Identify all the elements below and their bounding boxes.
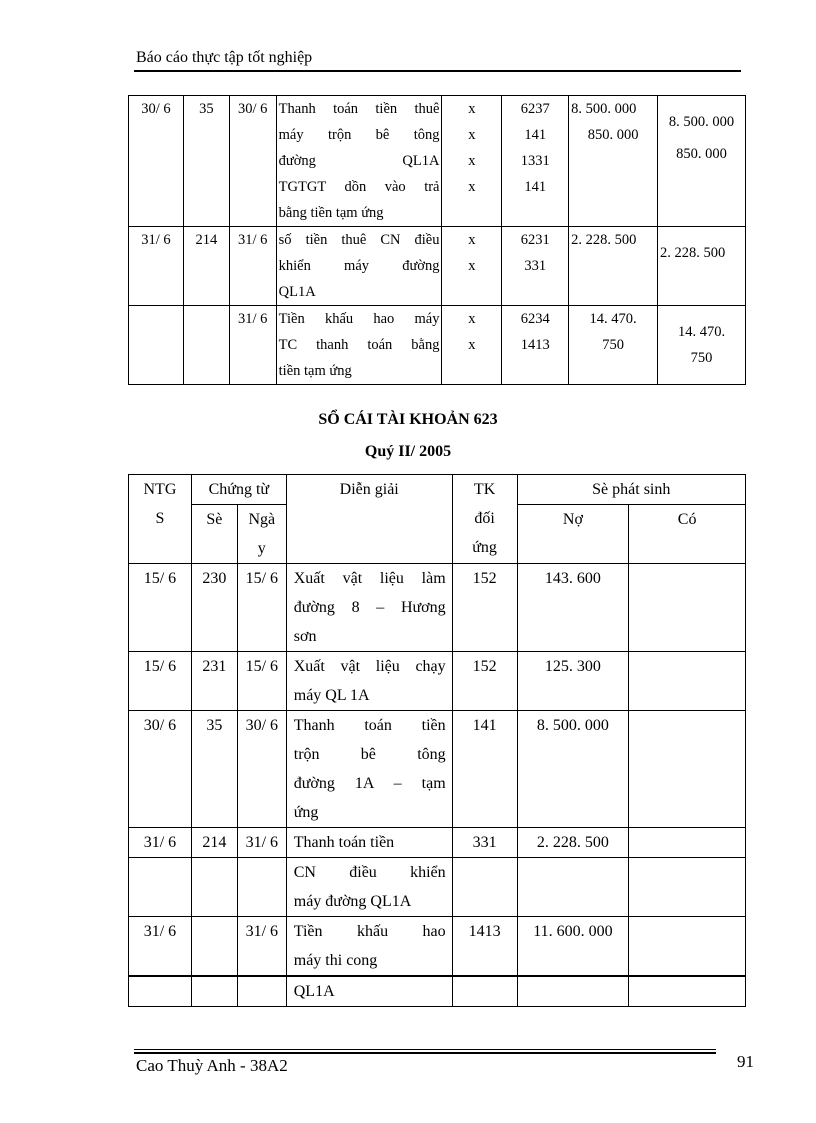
debit-cell	[569, 306, 658, 385]
ntgs-cell: 31/ 6	[129, 828, 192, 858]
header-text: ứng	[472, 539, 497, 556]
x-cell	[442, 96, 502, 227]
description-cell	[286, 828, 452, 858]
desc-line: số tiền thuê CN điều	[278, 232, 440, 248]
ledger-row	[129, 828, 746, 858]
description-cell	[286, 858, 452, 917]
x-cell	[442, 306, 502, 385]
footer-rule	[134, 1049, 716, 1050]
account-cell	[502, 96, 569, 227]
account-code: 141	[524, 179, 547, 195]
desc-line: QL1A	[278, 284, 316, 300]
x-mark: x	[468, 153, 476, 169]
ledger-row	[129, 976, 746, 1007]
ngay-cell: 30/ 6	[229, 96, 276, 227]
credit-amount: 14. 470.	[677, 324, 726, 340]
journal-table-continued	[128, 95, 746, 385]
credit-cell	[658, 96, 746, 227]
desc-line: đường 1A – tạm	[293, 775, 446, 792]
desc-line: bằng tiền tạm ứng	[278, 205, 384, 221]
ledger-subtitle: Quý II/ 2005	[364, 443, 452, 460]
so-cell	[191, 976, 237, 1007]
account-cell: 141	[452, 711, 517, 828]
description-cell	[276, 227, 442, 306]
account-code: 6234	[520, 311, 550, 327]
so-cell: 231	[191, 652, 237, 711]
desc-line: Xuất vật liệu chạy	[293, 658, 446, 675]
desc-line: Xuất vật liệu làm	[293, 570, 446, 587]
ledger-row	[129, 652, 746, 711]
desc-line: QL1A	[293, 983, 335, 1000]
header-text: y	[257, 540, 266, 557]
so-cell: 35	[191, 711, 237, 828]
account-code: 1413	[520, 337, 550, 353]
description-cell	[276, 306, 442, 385]
journal-row	[129, 96, 746, 227]
ngay-cell	[237, 858, 286, 917]
desc-line: Thanh toán tiền thuê	[278, 101, 440, 117]
account-cell: 1413	[452, 917, 517, 977]
ntgs-cell: 30/ 6	[129, 96, 184, 227]
account-code: 6231	[520, 232, 550, 248]
desc-line: ứng	[293, 804, 319, 821]
ntgs-cell: 31/ 6	[129, 917, 192, 977]
page-header-title: Báo cáo thực tập tốt nghiệp	[136, 49, 313, 66]
x-mark: x	[468, 179, 476, 195]
header-so: Sè	[191, 505, 237, 564]
desc-line: Thanh toán tiền	[293, 834, 395, 851]
x-mark: x	[468, 232, 476, 248]
ngay-cell: 31/ 6	[237, 917, 286, 977]
ngay-cell: 30/ 6	[237, 711, 286, 828]
desc-line: máy QL 1A	[293, 687, 370, 704]
debit-amount: 8. 500. 000	[571, 101, 637, 117]
so-cell: 35	[183, 96, 229, 227]
account-code: 6237	[520, 101, 550, 117]
credit-cell	[629, 976, 746, 1007]
x-mark: x	[468, 337, 476, 353]
desc-line: khiển máy đường	[278, 258, 440, 274]
debit-cell: 11. 600. 000	[517, 917, 629, 977]
header-text: đối	[474, 510, 495, 527]
desc-line: CN điều khiển	[293, 864, 446, 881]
ntgs-cell: 31/ 6	[129, 227, 184, 306]
debit-cell	[569, 96, 658, 227]
desc-line: Tiền khấu hao	[293, 923, 446, 940]
credit-cell	[658, 306, 746, 385]
description-cell	[286, 564, 452, 652]
account-code: 331	[524, 258, 547, 274]
header-text: TK	[473, 481, 496, 498]
description-cell	[286, 652, 452, 711]
so-cell	[191, 917, 237, 977]
credit-cell	[629, 652, 746, 711]
ledger-table	[128, 474, 746, 1007]
description-cell	[286, 917, 452, 977]
debit-cell: 143. 600	[517, 564, 629, 652]
credit-cell	[629, 564, 746, 652]
desc-line: Tiền khấu hao máy	[278, 311, 440, 327]
so-cell: 230	[191, 564, 237, 652]
header-ngay	[237, 505, 286, 564]
header-diengiai: Diễn giải	[286, 475, 452, 564]
desc-line: TGTGT dồn vào trả	[278, 179, 440, 195]
footer-rule	[134, 1052, 716, 1054]
ntgs-cell	[129, 306, 184, 385]
account-cell: 152	[452, 652, 517, 711]
header-phatsinh: Sè phát sinh	[517, 475, 745, 505]
desc-line: máy thi cong	[293, 952, 378, 969]
ledger-row	[129, 917, 746, 977]
desc-line: trộn bê tông	[293, 746, 446, 763]
credit-cell	[629, 828, 746, 858]
account-code: 1331	[520, 153, 550, 169]
ntgs-cell	[129, 976, 192, 1007]
desc-line: tiền tạm ứng	[278, 363, 352, 379]
header-tk	[452, 475, 517, 564]
ledger-title: SỔ CÁI TÀI KHOẢN 623	[318, 411, 498, 428]
desc-line: máy trộn bê tông	[278, 127, 440, 143]
debit-cell	[569, 227, 658, 306]
journal-row	[129, 227, 746, 306]
credit-amount: 850. 000	[676, 146, 727, 162]
debit-cell	[517, 858, 629, 917]
ledger-row	[129, 858, 746, 917]
so-cell: 214	[183, 227, 229, 306]
x-mark: x	[468, 311, 476, 327]
account-cell	[452, 858, 517, 917]
account-code: 141	[524, 127, 547, 143]
header-co: Có	[629, 505, 746, 564]
so-cell	[183, 306, 229, 385]
desc-line: TC thanh toán bằng	[278, 337, 440, 353]
credit-amount: 2. 228. 500	[660, 245, 726, 261]
ngay-cell: 31/ 6	[229, 227, 276, 306]
description-cell	[276, 96, 442, 227]
x-mark: x	[468, 101, 476, 117]
account-cell	[502, 227, 569, 306]
x-cell	[442, 227, 502, 306]
description-cell	[286, 976, 452, 1007]
debit-amount: 850. 000	[587, 127, 639, 143]
ledger-row	[129, 564, 746, 652]
credit-cell	[629, 917, 746, 977]
ledger-row	[129, 711, 746, 828]
page-number: 91	[737, 1052, 754, 1071]
x-mark: x	[468, 127, 476, 143]
credit-cell	[629, 711, 746, 828]
ngay-cell: 15/ 6	[237, 564, 286, 652]
header-text: NTG	[143, 481, 177, 498]
account-cell	[502, 306, 569, 385]
ngay-cell: 31/ 6	[237, 828, 286, 858]
header-chungtu: Chứng từ	[191, 475, 286, 505]
credit-amount: 750	[690, 350, 713, 366]
debit-amount: 14. 470.	[589, 311, 637, 327]
x-mark: x	[468, 258, 476, 274]
debit-cell	[517, 976, 629, 1007]
header-ntgs	[129, 475, 192, 564]
ntgs-cell: 30/ 6	[129, 711, 192, 828]
debit-amount: 2. 228. 500	[571, 232, 637, 248]
account-cell: 331	[452, 828, 517, 858]
ngay-cell: 31/ 6	[229, 306, 276, 385]
account-cell: 152	[452, 564, 517, 652]
so-cell	[191, 858, 237, 917]
ngay-cell	[237, 976, 286, 1007]
header-no: Nợ	[517, 505, 629, 564]
footer-author: Cao Thuỳ Anh - 38A2	[136, 1056, 288, 1075]
debit-cell: 2. 228. 500	[517, 828, 629, 858]
desc-line: đường QL1A	[278, 153, 440, 169]
so-cell: 214	[191, 828, 237, 858]
ntgs-cell: 15/ 6	[129, 564, 192, 652]
account-cell	[452, 976, 517, 1007]
credit-cell	[658, 227, 746, 306]
debit-cell: 8. 500. 000	[517, 711, 629, 828]
description-cell	[286, 711, 452, 828]
journal-row	[129, 306, 746, 385]
desc-line: đường 8 – Hương	[293, 599, 446, 616]
desc-line: máy đường QL1A	[293, 893, 412, 910]
desc-line: Thanh toán tiền	[293, 717, 446, 734]
credit-cell	[629, 858, 746, 917]
ledger-header-row	[129, 475, 746, 505]
credit-amount: 8. 500. 000	[668, 114, 735, 130]
debit-cell: 125. 300	[517, 652, 629, 711]
header-rule	[134, 70, 741, 72]
header-text: S	[155, 510, 165, 527]
header-text: Ngà	[248, 511, 276, 528]
ntgs-cell: 15/ 6	[129, 652, 192, 711]
desc-line: sơn	[293, 628, 317, 645]
debit-amount: 750	[602, 337, 624, 353]
ngay-cell: 15/ 6	[237, 652, 286, 711]
ntgs-cell	[129, 858, 192, 917]
